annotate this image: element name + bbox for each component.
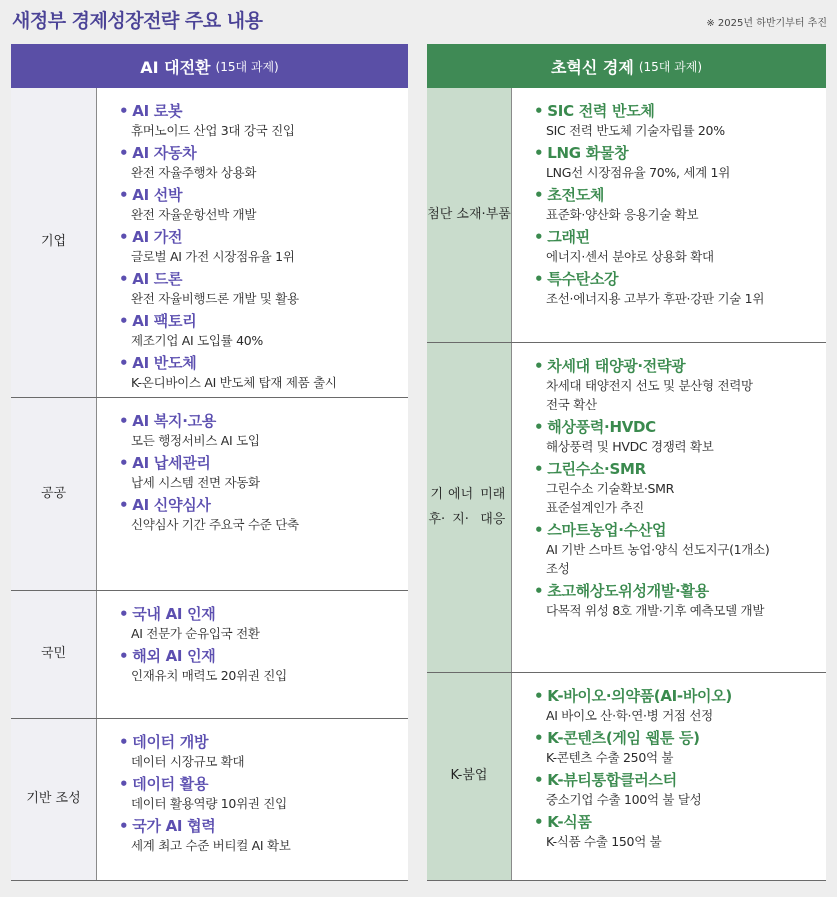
bullet-dot-icon: •: [534, 228, 544, 246]
super-innovation-header: [427, 44, 826, 88]
bullet-dot-icon: •: [119, 228, 129, 246]
task-title: [119, 496, 408, 515]
task-title-text: LNG 화물창: [547, 144, 629, 162]
task-item: [534, 582, 826, 620]
task-title-text: AI 자동차: [132, 144, 197, 162]
task-title: [534, 144, 826, 163]
category-items: [512, 673, 826, 880]
task-description: K-식품 수출 150억 불: [546, 834, 662, 849]
task-title: [534, 186, 826, 205]
task-title-text: AI 드론: [132, 270, 183, 288]
task-title-text: 해상풍력·HVDC: [547, 418, 656, 436]
task-title: [119, 144, 408, 163]
task-title: [119, 270, 408, 289]
bullet-dot-icon: •: [534, 582, 544, 600]
category-label: [427, 673, 512, 880]
bullet-dot-icon: •: [534, 418, 544, 436]
task-title-text: K-뷰티통합클러스터: [547, 771, 677, 789]
category-row: [11, 398, 408, 591]
category-label: [11, 398, 97, 590]
category-label-line: 미래 대응: [480, 486, 506, 527]
task-description: AI 바이오 산·학·연·병 거점 선정: [546, 708, 713, 723]
task-title: [119, 102, 408, 121]
task-title-text: K-콘텐츠(게임 웹툰 등): [547, 729, 700, 747]
task-description: SIC 전력 반도체 기술자립률 20%: [546, 123, 725, 138]
task-description: 전국 확산: [546, 397, 597, 412]
bullet-dot-icon: •: [119, 817, 129, 835]
task-title-text: AI 복지·고용: [132, 412, 216, 430]
task-description: 조성: [546, 561, 570, 576]
task-title-text: AI 납세관리: [132, 454, 211, 472]
task-item: [534, 729, 826, 767]
task-description: 조선·에너지용 고부가 후판·강판 기술 1위: [546, 291, 765, 306]
task-title-text: 스마트농업·수산업: [547, 521, 667, 539]
bullet-dot-icon: •: [119, 454, 129, 472]
bullet-dot-icon: •: [119, 605, 129, 623]
category-row: [11, 88, 408, 398]
task-title: [119, 775, 408, 794]
category-label-line: 첨단 소재·: [427, 206, 486, 222]
task-title: [119, 817, 408, 836]
task-title: [534, 228, 826, 247]
category-items: [97, 591, 408, 718]
category-label-line: 국민: [40, 646, 67, 662]
task-item: [534, 521, 826, 578]
task-title-text: 그래핀: [547, 228, 590, 246]
task-item: [534, 813, 826, 851]
task-item: [534, 357, 826, 414]
task-title-text: 특수탄소강: [547, 270, 619, 288]
task-description: K-콘텐츠 수출 250억 불: [546, 750, 674, 765]
task-description: 글로벌 AI 가전 시장점유율 1위: [131, 249, 295, 264]
task-item: [534, 687, 826, 725]
task-title: [534, 687, 826, 706]
task-item: [534, 102, 826, 140]
task-title-text: 초전도체: [547, 186, 605, 204]
category-label-line: 기반 조성: [26, 791, 81, 807]
task-title-text: 데이터 활용: [132, 775, 209, 793]
task-description: K-온디바이스 AI 반도체 탑재 제품 출시: [131, 375, 337, 390]
bullet-dot-icon: •: [119, 775, 129, 793]
super-innovation-column: [427, 44, 826, 881]
task-description: 차세대 태양전지 선도 및 분산형 전력망: [546, 378, 753, 393]
bullet-dot-icon: •: [534, 729, 544, 747]
task-item: [534, 270, 826, 308]
bullet-dot-icon: •: [534, 102, 544, 120]
task-title: [119, 186, 408, 205]
category-items: [97, 88, 408, 397]
bullet-dot-icon: •: [119, 354, 129, 372]
category-label-line: 에너지·: [448, 486, 474, 527]
task-description: 인재유치 매력도 20위권 진입: [131, 668, 287, 683]
task-description: AI 기반 스마트 농업·양식 선도지구(1개소): [546, 542, 770, 557]
category-label-line: 기업: [40, 234, 67, 250]
task-description: 모든 행정서비스 AI 도입: [131, 433, 260, 448]
task-title-text: AI 팩토리: [132, 312, 197, 330]
bullet-dot-icon: •: [119, 496, 129, 514]
category-label: [11, 88, 97, 397]
task-description: 해상풍력 및 HVDC 경쟁력 확보: [546, 439, 714, 454]
task-item: [534, 418, 826, 456]
task-item: [119, 228, 408, 266]
task-description: 제조기업 AI 도입률 40%: [131, 333, 263, 348]
bullet-dot-icon: •: [119, 186, 129, 204]
task-title-text: 차세대 태양광·전략광: [547, 357, 686, 375]
task-item: [119, 454, 408, 492]
category-label: [11, 719, 97, 880]
task-item: [534, 460, 826, 517]
task-title: [534, 357, 826, 376]
task-item: [119, 312, 408, 350]
bullet-dot-icon: •: [534, 813, 544, 831]
ai-header-sub: (15대 과제): [215, 59, 279, 74]
task-description: 완전 자율주행차 상용화: [131, 165, 257, 180]
category-label-line: K-붐업: [450, 768, 488, 784]
task-title: [534, 460, 826, 479]
task-item: [119, 102, 408, 140]
task-title: [534, 521, 826, 540]
innovation-header-title: 초혁신 경제: [550, 57, 634, 77]
task-title: [119, 454, 408, 473]
task-item: [119, 817, 408, 855]
task-item: [119, 186, 408, 224]
bullet-dot-icon: •: [534, 460, 544, 478]
task-description: 완전 자율운항선박 개발: [131, 207, 257, 222]
ai-header-title: AI 대전환: [140, 57, 211, 77]
task-title-text: 해외 AI 인재: [132, 647, 216, 665]
task-title: [534, 582, 826, 601]
task-title: [534, 418, 826, 437]
task-item: [534, 228, 826, 266]
task-description: 신약심사 기간 주요국 수준 단축: [131, 517, 299, 532]
category-row: [427, 673, 826, 881]
task-item: [119, 412, 408, 450]
category-row: [427, 88, 826, 343]
task-title: [119, 312, 408, 331]
task-description: 휴머노이드 산업 3대 강국 진입: [131, 123, 295, 138]
category-row: [427, 343, 826, 673]
task-title: [534, 729, 826, 748]
task-title-text: AI 선박: [132, 186, 183, 204]
category-label: [11, 591, 97, 718]
bullet-dot-icon: •: [119, 647, 129, 665]
task-description: 표준화·양산화 응용기술 확보: [546, 207, 699, 222]
category-row: [11, 591, 408, 719]
task-description: 데이터 시장규모 확대: [131, 754, 245, 769]
task-title-text: 그린수소·SMR: [547, 460, 646, 478]
task-item: [119, 354, 408, 392]
task-description: 납세 시스템 전면 자동화: [131, 475, 260, 490]
task-description: 중소기업 수출 100억 불 달성: [546, 792, 702, 807]
task-title: [119, 647, 408, 666]
task-title-text: 국내 AI 인재: [132, 605, 216, 623]
task-title: [119, 354, 408, 373]
category-label-line: 공공: [40, 485, 67, 501]
bullet-dot-icon: •: [534, 270, 544, 288]
task-description: 표준설계인가 추진: [546, 500, 644, 515]
task-title: [534, 102, 826, 121]
page-title: 새정부 경제성장전략 주요 내용: [12, 10, 263, 32]
bullet-dot-icon: •: [119, 270, 129, 288]
task-title-text: K-바이오·의약품(AI-바이오): [547, 687, 732, 705]
task-description: AI 전문가 순유입국 전환: [131, 626, 260, 641]
task-description: 그린수소 기술확보·SMR: [546, 481, 675, 496]
task-title: [119, 605, 408, 624]
task-item: [119, 775, 408, 813]
task-title-text: K-식품: [547, 813, 592, 831]
category-row: [11, 719, 408, 881]
task-title: [119, 412, 408, 431]
bullet-dot-icon: •: [119, 412, 129, 430]
task-description: 에너지·센서 분야로 상용화 확대: [546, 249, 714, 264]
category-items: [512, 88, 826, 342]
bullet-dot-icon: •: [534, 357, 544, 375]
task-description: LNG선 시장점유율 70%, 세계 1위: [546, 165, 730, 180]
ai-transformation-column: [11, 44, 408, 881]
task-item: [119, 270, 408, 308]
innovation-header-sub: (15대 과제): [638, 59, 703, 74]
task-title: [534, 813, 826, 832]
task-title-text: 초고해상도위성개발·활용: [547, 582, 709, 600]
ai-transformation-header: [11, 44, 408, 88]
category-label: [427, 343, 512, 672]
schedule-note: ※ 2025년 하반기부터 추진: [706, 18, 827, 29]
task-title: [119, 228, 408, 247]
category-items: [97, 398, 408, 590]
task-title: [119, 733, 408, 752]
bullet-dot-icon: •: [119, 144, 129, 162]
task-title-text: AI 반도체: [132, 354, 197, 372]
task-description: 다목적 위성 8호 개발·기후 예측모델 개발: [546, 603, 765, 618]
bullet-dot-icon: •: [534, 771, 544, 789]
task-title: [534, 771, 826, 790]
category-items: [97, 719, 408, 880]
bullet-dot-icon: •: [119, 312, 129, 330]
task-item: [119, 647, 408, 685]
category-items: [512, 343, 826, 672]
bullet-dot-icon: •: [119, 102, 129, 120]
bullet-dot-icon: •: [534, 186, 544, 204]
task-item: [119, 496, 408, 534]
task-title-text: SIC 전력 반도체: [547, 102, 655, 120]
task-item: [534, 144, 826, 182]
category-label-line: 부품: [485, 206, 511, 222]
task-item: [119, 144, 408, 182]
bullet-dot-icon: •: [534, 144, 544, 162]
task-description: 세계 최고 수준 버티컬 AI 확보: [131, 838, 291, 853]
category-label: [427, 88, 512, 342]
task-title-text: 데이터 개방: [132, 733, 209, 751]
task-title-text: AI 로봇: [132, 102, 183, 120]
category-label-line: 기후·: [428, 486, 446, 527]
task-title-text: AI 신약심사: [132, 496, 211, 514]
task-title: [534, 270, 826, 289]
task-description: 완전 자율비행드론 개발 및 활용: [131, 291, 299, 306]
bullet-dot-icon: •: [534, 687, 544, 705]
task-title-text: AI 가전: [132, 228, 183, 246]
task-title-text: 국가 AI 협력: [132, 817, 216, 835]
task-item: [119, 605, 408, 643]
task-item: [534, 186, 826, 224]
task-description: 데이터 활용역량 10위권 진입: [131, 796, 287, 811]
bullet-dot-icon: •: [119, 733, 129, 751]
task-item: [119, 733, 408, 771]
bullet-dot-icon: •: [534, 521, 544, 539]
task-item: [534, 771, 826, 809]
